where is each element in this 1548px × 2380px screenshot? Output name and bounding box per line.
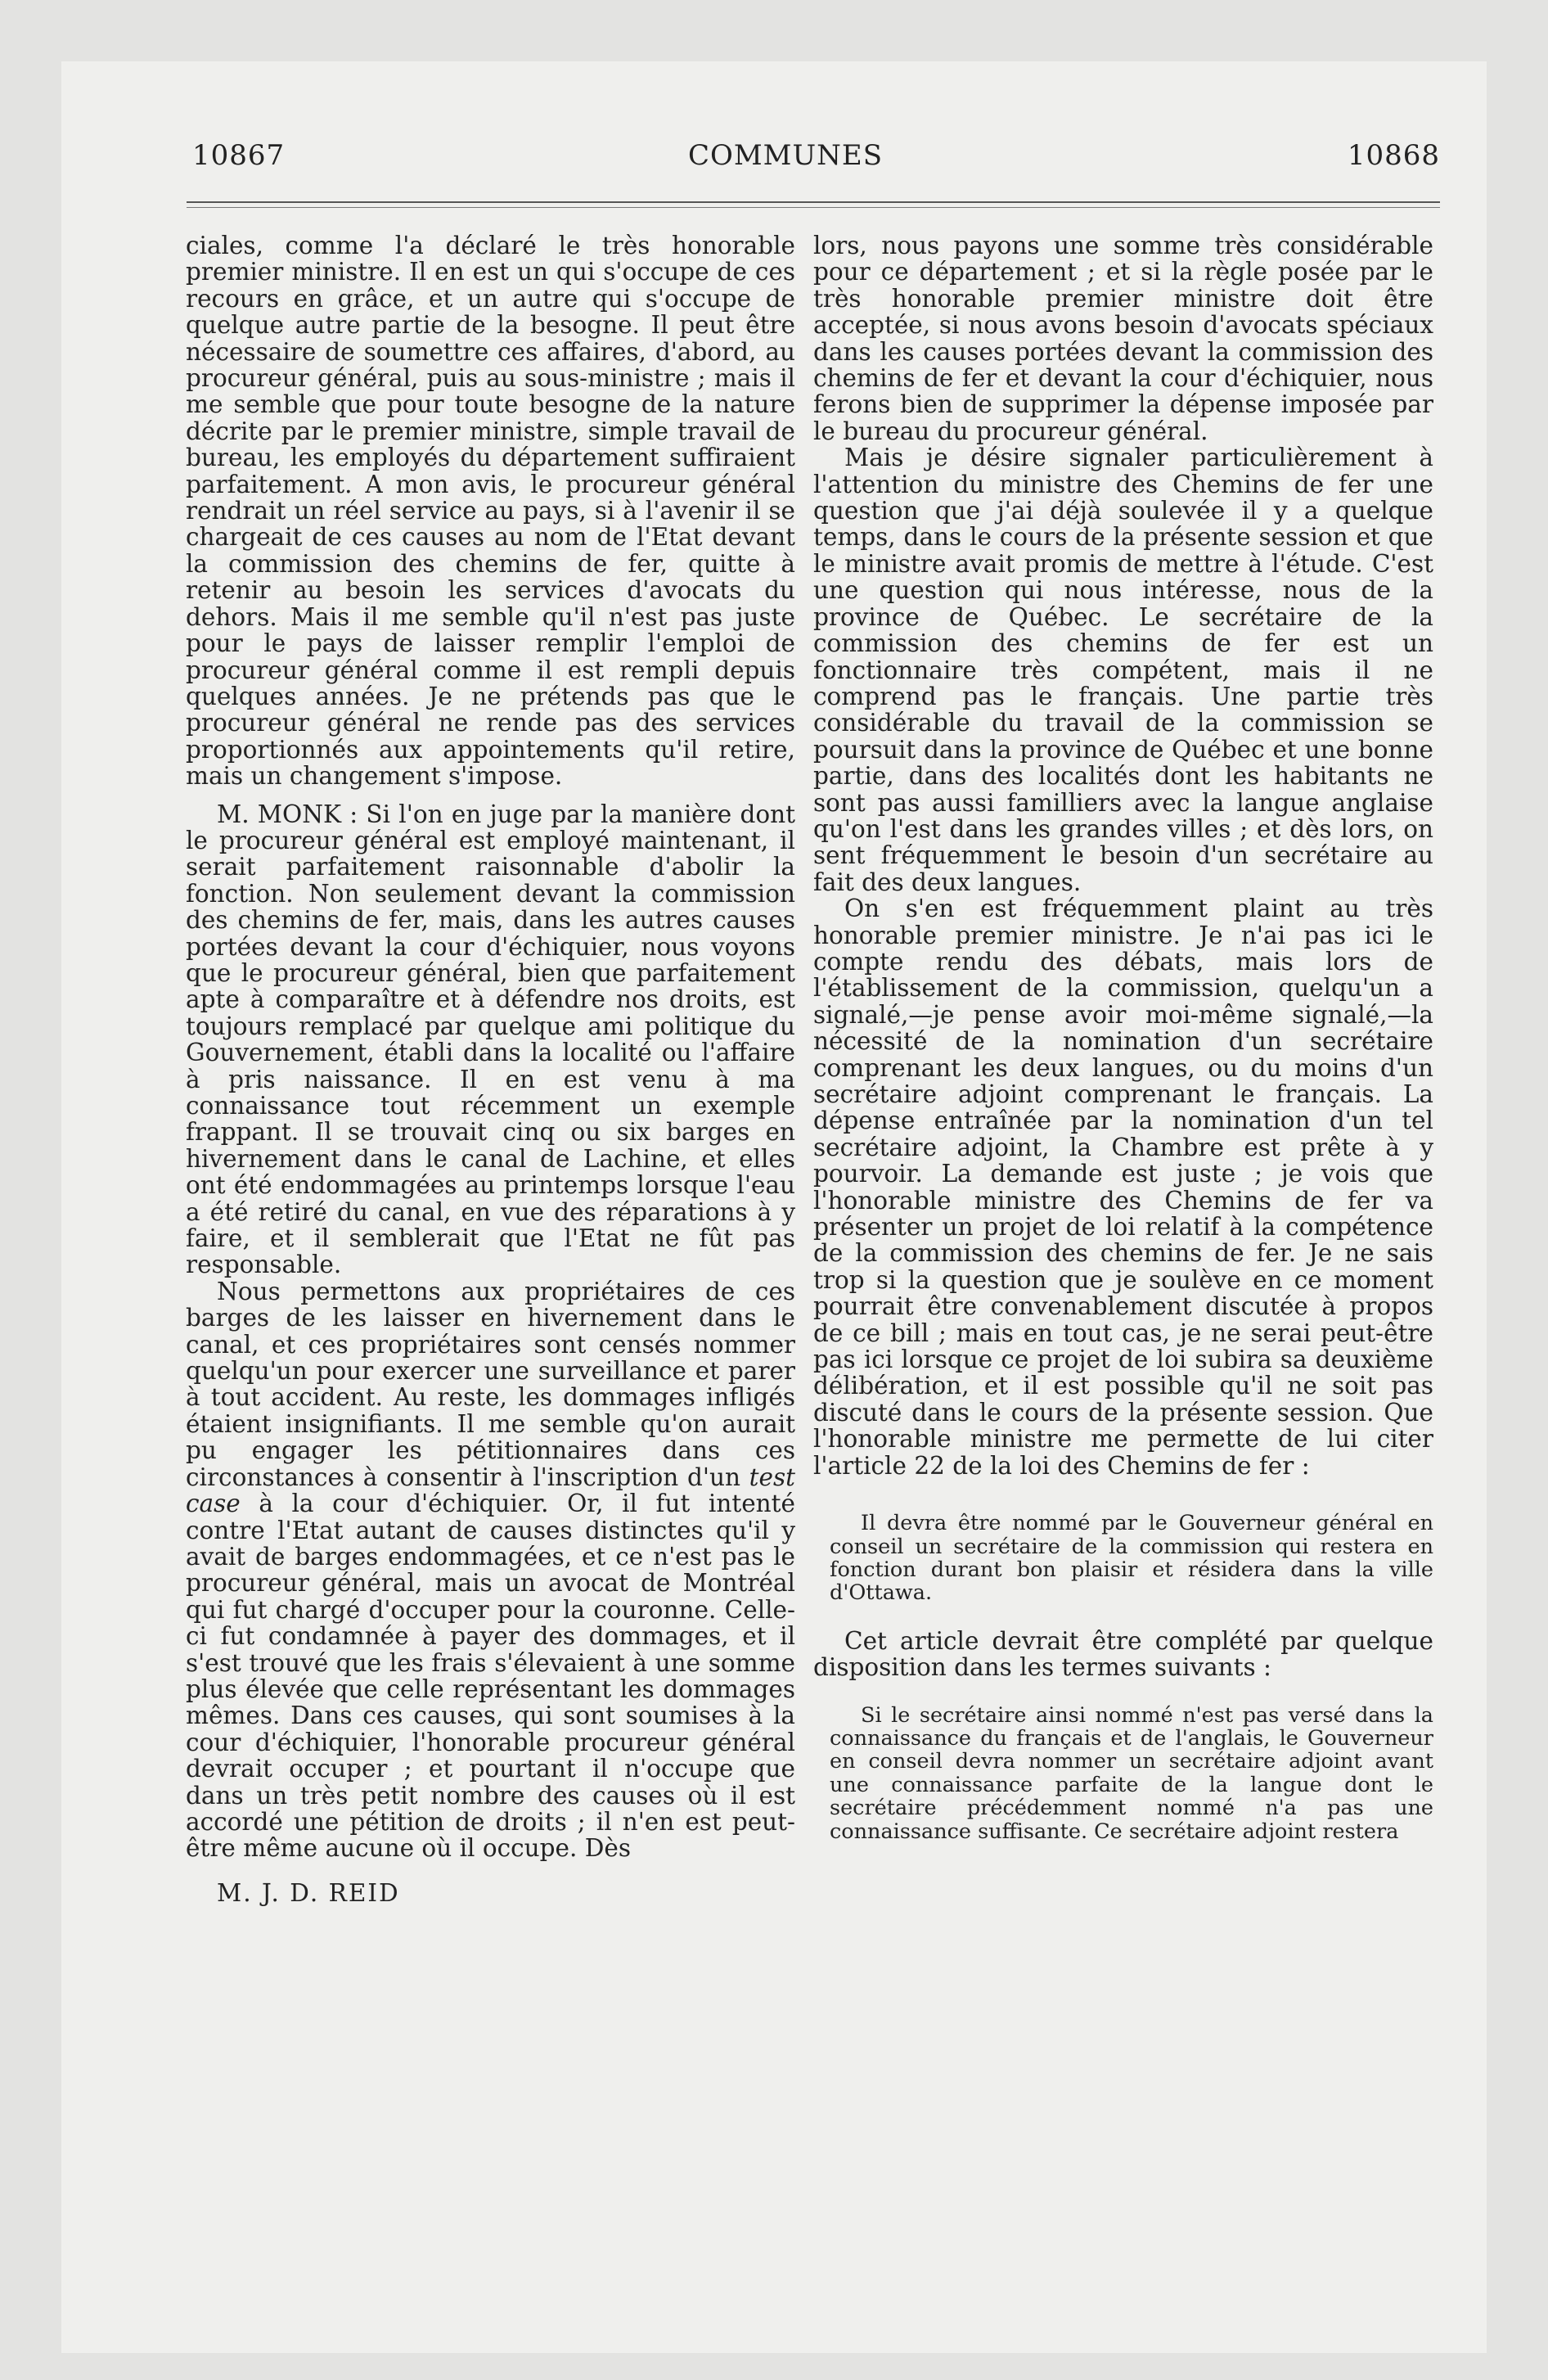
- left-page-number: 10867: [192, 139, 286, 172]
- quoted-article-22: Il devra être nommé par le Gouverneur général en conseil un secrétaire de la commission qui restera en fonction durant bon plaisir et résidera dans la ville d'Ottawa.: [830, 1511, 1433, 1606]
- right-paragraph-1: lors, nous payons une somme très considérable pour ce département ; et si la règle posée par le très honorable premier ministre doit être acceptée, si nous avons besoin d'avocats spéciaux dans les causes portées devant la commission des chemins de fer et devant la cour d'échiquier, nous ferons bien de supprimer la dépense imposée par le bureau du procureur général.: [813, 232, 1433, 445]
- quoted-proposed-text: Si le secrétaire ainsi nommé n'est pas versé dans la connaissance du français et de l'anglais, le Gouverneur en conseil devra nommer un secrétaire adjoint avant une connaissance parfaite de la langue dont le secrétaire précédemment nommé n'a pas une connaissance suffisante. Ce secrétaire adjoint restera: [830, 1702, 1433, 1844]
- running-title: COMMUNES: [687, 139, 884, 172]
- speaker-signature: M. J. D. REID: [217, 1878, 400, 1907]
- left-paragraph-monk: M. MONK : Si l'on en juge par la manière dont le procureur général est employé maintenant, il serait parfaitement raisonnable d'abolir la fonction. Non seulement devant la commission des chemins de fer, mais, dans les autres causes portées devant la cour d'échiquier, nous voyons que le procureur général, bien que parfaitement apte à comparaître et à défendre nos droits, est toujours remplacé par quelque ami politique du Gouvernement, établi dans la localité ou l'affaire à pris naissance. Il en est venu à ma connaissance tout récemment un exemple frappant. Il se trouvait cinq ou six barges en hivernement dans le canal de Lachine, et elles ont été endommagées au printemps lorsque l'eau a été retiré du canal, en vue des réparations à y faire, et il semblerait que l'Etat ne fût pas responsable.: [186, 800, 795, 1279]
- right-paragraph-3: On s'en est fréquemment plaint au très honorable premier ministre. Je n'ai pas ici le compte rendu des débats, mais lors de l'établissement de la commission, quelqu'un a signalé,—je pense avoir moi-même signalé,—la nécessité de la nomination d'un secrétaire comprenant les deux langues, ou du moins d'un secrétaire adjoint comprenant le français. La dépense entraînée par la nomination d'un tel secrétaire adjoint, la Chambre est prête à y pourvoir. La demande est juste ; je vois que l'honorable ministre des Chemins de fer va présenter un projet de loi relatif à la compétence de la commission des chemins de fer. Je ne sais trop si la question que je soulève en ce moment pourrait être convenablement discutée à propos de ce bill ; mais en tout cas, je ne serai peut-être pas ici lorsque ce projet de loi subira sa deuxième délibération, et il est possible qu'il ne soit pas discuté dans le cours de la présente session. Que l'honorable ministre me permette de lui citer l'article 22 de la loi des Chemins de fer :: [813, 895, 1433, 1480]
- left-paragraph-3-end: à la cour d'échiquier. Or, il fut intenté contre l'Etat autant de causes distinctes qu'il y avait de barges endommagées, et ce n'est pas le procureur général, mais un avocat de Montréal qui fut chargé d'occuper pour la couronne. Celle-ci fut condamnée à payer des dommages, et il s'est trouvé que les frais s'élevaient à une somme plus élevée que celle représentant les dommages mêmes. Dans ces causes, qui sont soumises à la cour d'échiquier, l'honorable procureur général devrait occuper ; et pourtant il n'occupe que dans un très petit nombre des causes où il est accordé une pétition de droits ; il n'en est peut-être même aucune où il occupe. Dès: [186, 1490, 795, 1863]
- right-column: [813, 232, 1433, 1866]
- page-header: [131, 139, 1440, 180]
- right-paragraph-4: Cet article devrait être complété par quelque disposition dans les termes suivants :: [813, 1626, 1433, 1682]
- left-paragraph-1: ciales, comme l'a déclaré le très honorable premier ministre. Il en est un qui s'occupe de ces recours en grâce, et un autre qui s'occupe de quelque autre partie de la besogne. Il peut être nécessaire de soumettre ces affaires, d'abord, au procureur général, puis au sous-ministre ; mais il me semble que pour toute besogne de la nature décrite par le premier ministre, simple travail de bureau, les employés du département suffiraient parfaitement. A mon avis, le procureur général rendrait un réel service au pays, si à l'avenir il se chargeait de ces causes au nom de l'Etat devant la commission des chemins de fer, quitte à retenir au besoin les services d'avocats du dehors. Mais il me semble qu'il n'est pas juste pour le pays de laisser remplir l'emploi de procureur général comme il est rempli depuis quelques années. Je ne prétends pas que le procureur général ne rende pas des services proportionnés aux appointements qu'il retire, mais un changement s'impose.: [186, 232, 795, 791]
- left-column: [186, 232, 795, 1906]
- header-rule-top: [187, 201, 1440, 203]
- header-rule-bottom: [187, 207, 1440, 208]
- right-page-number: 10868: [1347, 139, 1440, 172]
- test-case-italic: test case: [186, 1463, 795, 1518]
- right-paragraph-2: Mais je désire signaler particulièrement à l'attention du ministre des Chemins de fer une question que j'ai déjà soulevée il y a quelque temps, dans le cours de la présente session et que le ministre avait promis de mettre à l'étude. C'est une question qui nous intéresse, nous de la province de Québec. Le secrétaire de la commission des chemins de fer est un fonctionnaire très compétent, mais il ne comprend pas le français. Une partie très considérable du travail de la commission se poursuit dans la province de Québec et une bonne partie, dans des localités dont les habitants ne sont pas aussi familliers avec la langue anglaise qu'on l'est dans les grandes villes ; et dès lors, on sent fréquemment le besoin d'un secrétaire au fait des deux langues.: [813, 444, 1433, 896]
- left-paragraph-3-start: Nous permettons aux propriétaires de ces barges de les laisser en hivernement dans le canal, et ces propriétaires sont censés nommer quelqu'un pour exercer une surveillance et parer à tout accident. Au reste, les dommages infligés étaient insignifiants. Il me semble qu'on aurait pu engager les pétitionnaires dans ces circonstances à consentir à l'inscription d'un: [186, 1277, 795, 1491]
- left-paragraph-3: [186, 1278, 795, 1862]
